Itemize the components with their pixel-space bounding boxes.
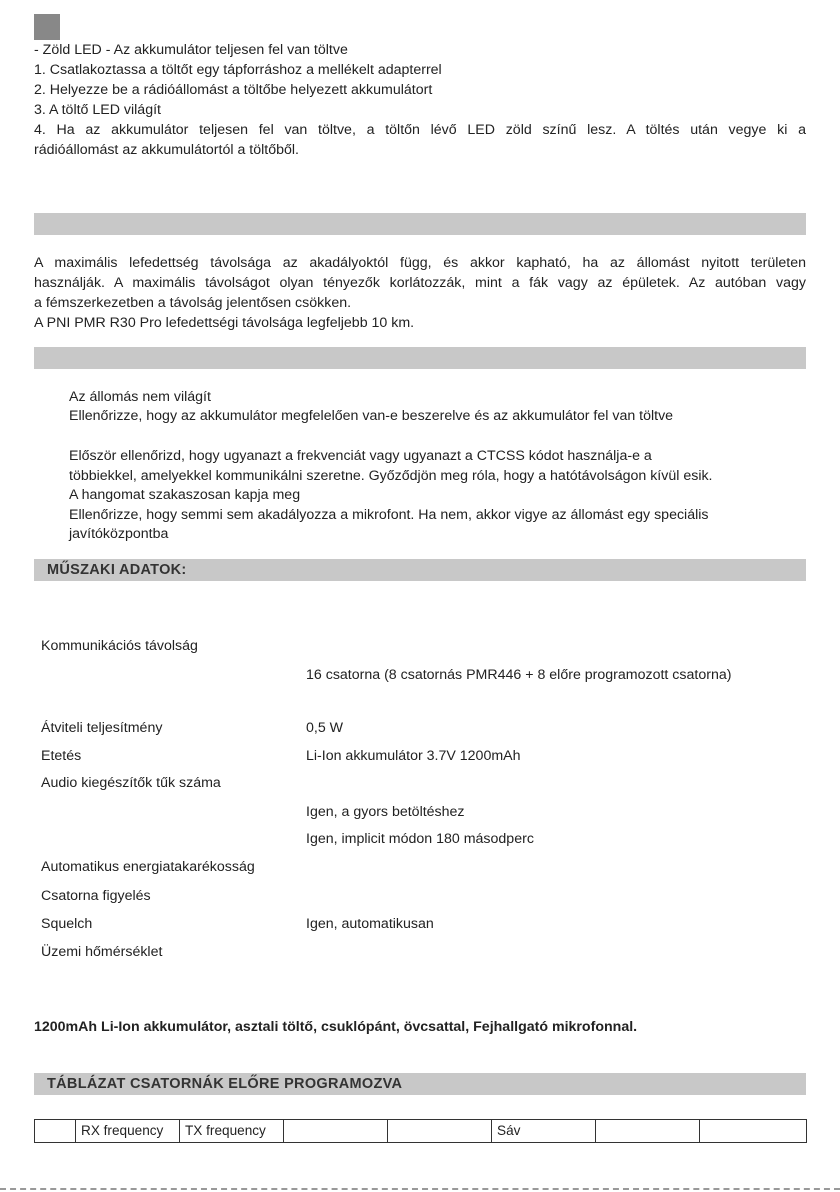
channel-table-header-cell (596, 1120, 700, 1143)
page-bottom-divider (0, 1188, 840, 1190)
spec-supply-label: Etetés (41, 748, 82, 764)
trouble-no-light: Az állomás nem világít (69, 389, 211, 405)
spec-communication-range-label: Kommunikációs távolság (41, 638, 198, 654)
section-marker-square (34, 14, 60, 40)
channel-table-header-band: Sáv (492, 1120, 596, 1143)
spec-temperature-label: Üzemi hőmérséklet (41, 944, 163, 960)
channel-table-header-cell (284, 1120, 388, 1143)
trouble-microphone-fix-continued: javítóközpontba (69, 526, 169, 542)
channel-table-header-tx: TX frequency (180, 1120, 284, 1143)
spec-fastload-value: Igen, a gyors betöltéshez (306, 804, 465, 820)
charging-step-4-continued: rádióállomást az akkumulátortól a töltőből. (34, 142, 299, 158)
charging-step-1: 1. Csatlakoztassa a töltőt egy tápforráshoz a mellékelt adapterrel (34, 62, 442, 78)
charging-step-3: 3. A töltő LED világít (34, 102, 161, 118)
spec-power-label: Átviteli teljesítmény (41, 720, 163, 736)
spec-squelch-value: Igen, automatikusan (306, 916, 434, 932)
charging-step-4: 4. Ha az akkumulátor teljesen fel van töltve, a töltőn lévő LED zöld színű lesz. A töltés után vegye ki a (34, 122, 806, 138)
coverage-section-bar (34, 213, 806, 235)
coverage-line-2: használják. A maximális távolságot olyan tényezők korlátozzák, mint a fák vagy az épületek. Az autóban vagy (34, 275, 806, 291)
spec-implicit-value: Igen, implicit módon 180 másodperc (306, 831, 534, 847)
channel-table-header-row (35, 1120, 807, 1143)
channel-table-header-rx: RX frequency (76, 1120, 180, 1143)
charging-line-green-led: - Zöld LED - Az akkumulátor teljesen fel van töltve (34, 42, 348, 58)
spec-supply-value: Li-Ion akkumulátor 3.7V 1200mAh (306, 748, 521, 764)
coverage-line-3: a fémszerkezetben a távolság jelentősen csökken. (34, 295, 352, 311)
trouble-microphone-fix: Ellenőrizze, hogy semmi sem akadályozza a mikrofont. Ha nem, akkor vigye az állomást egy speciális (69, 507, 709, 523)
specs-section-title: MŰSZAKI ADATOK: (47, 562, 187, 578)
spec-squelch-label: Squelch (41, 916, 93, 932)
spec-channels-value: 16 csatorna (8 csatornás PMR446 + 8 előre programozott csatorna) (306, 667, 732, 683)
spec-audio-label: Audio kiegészítők tűk száma (41, 775, 221, 791)
spec-autosave-label: Automatikus energiatakarékosság (41, 859, 255, 875)
trouble-no-light-fix: Ellenőrizze, hogy az akkumulátor megfelelően van-e beszerelve és az akkumulátor fel van töltve (69, 408, 674, 424)
spec-monitor-label: Csatorna figyelés (41, 888, 151, 904)
charging-step-2: 2. Helyezze be a rádióállomást a töltőbe helyezett akkumulátort (34, 82, 433, 98)
trouble-intermittent-audio: A hangomat szakaszosan kapja meg (69, 487, 301, 503)
trouble-frequency-check: Először ellenőrizd, hogy ugyanazt a frekvenciát vagy ugyanazt a CTCSS kódot használja-e a (69, 448, 652, 464)
channel-table-title: TÁBLÁZAT CSATORNÁK ELŐRE PROGRAMOZVA (47, 1076, 403, 1092)
package-contents: 1200mAh Li-Ion akkumulátor, asztali töltő, csuklópánt, övcsattal, Fejhallgató mikrofonnal. (34, 1019, 638, 1035)
coverage-range-statement: A PNI PMR R30 Pro lefedettségi távolsága legfeljebb 10 km. (34, 315, 415, 331)
channel-table (34, 1119, 807, 1143)
coverage-line-1: A maximális lefedettség távolsága az akadályoktól függ, és akkor kapható, ha az állomást nyitott területen (34, 255, 806, 271)
trouble-frequency-check-continued: többiekkel, amelyekkel kommunikálni szeretne. Győződjön meg róla, hogy a hatótávolságon kívül esik. (69, 468, 713, 484)
channel-table-header-cell (388, 1120, 492, 1143)
channel-table-header-cell (700, 1120, 807, 1143)
troubleshooting-section-bar (34, 347, 806, 369)
channel-table-header-cell (35, 1120, 76, 1143)
spec-power-value: 0,5 W (306, 720, 344, 736)
